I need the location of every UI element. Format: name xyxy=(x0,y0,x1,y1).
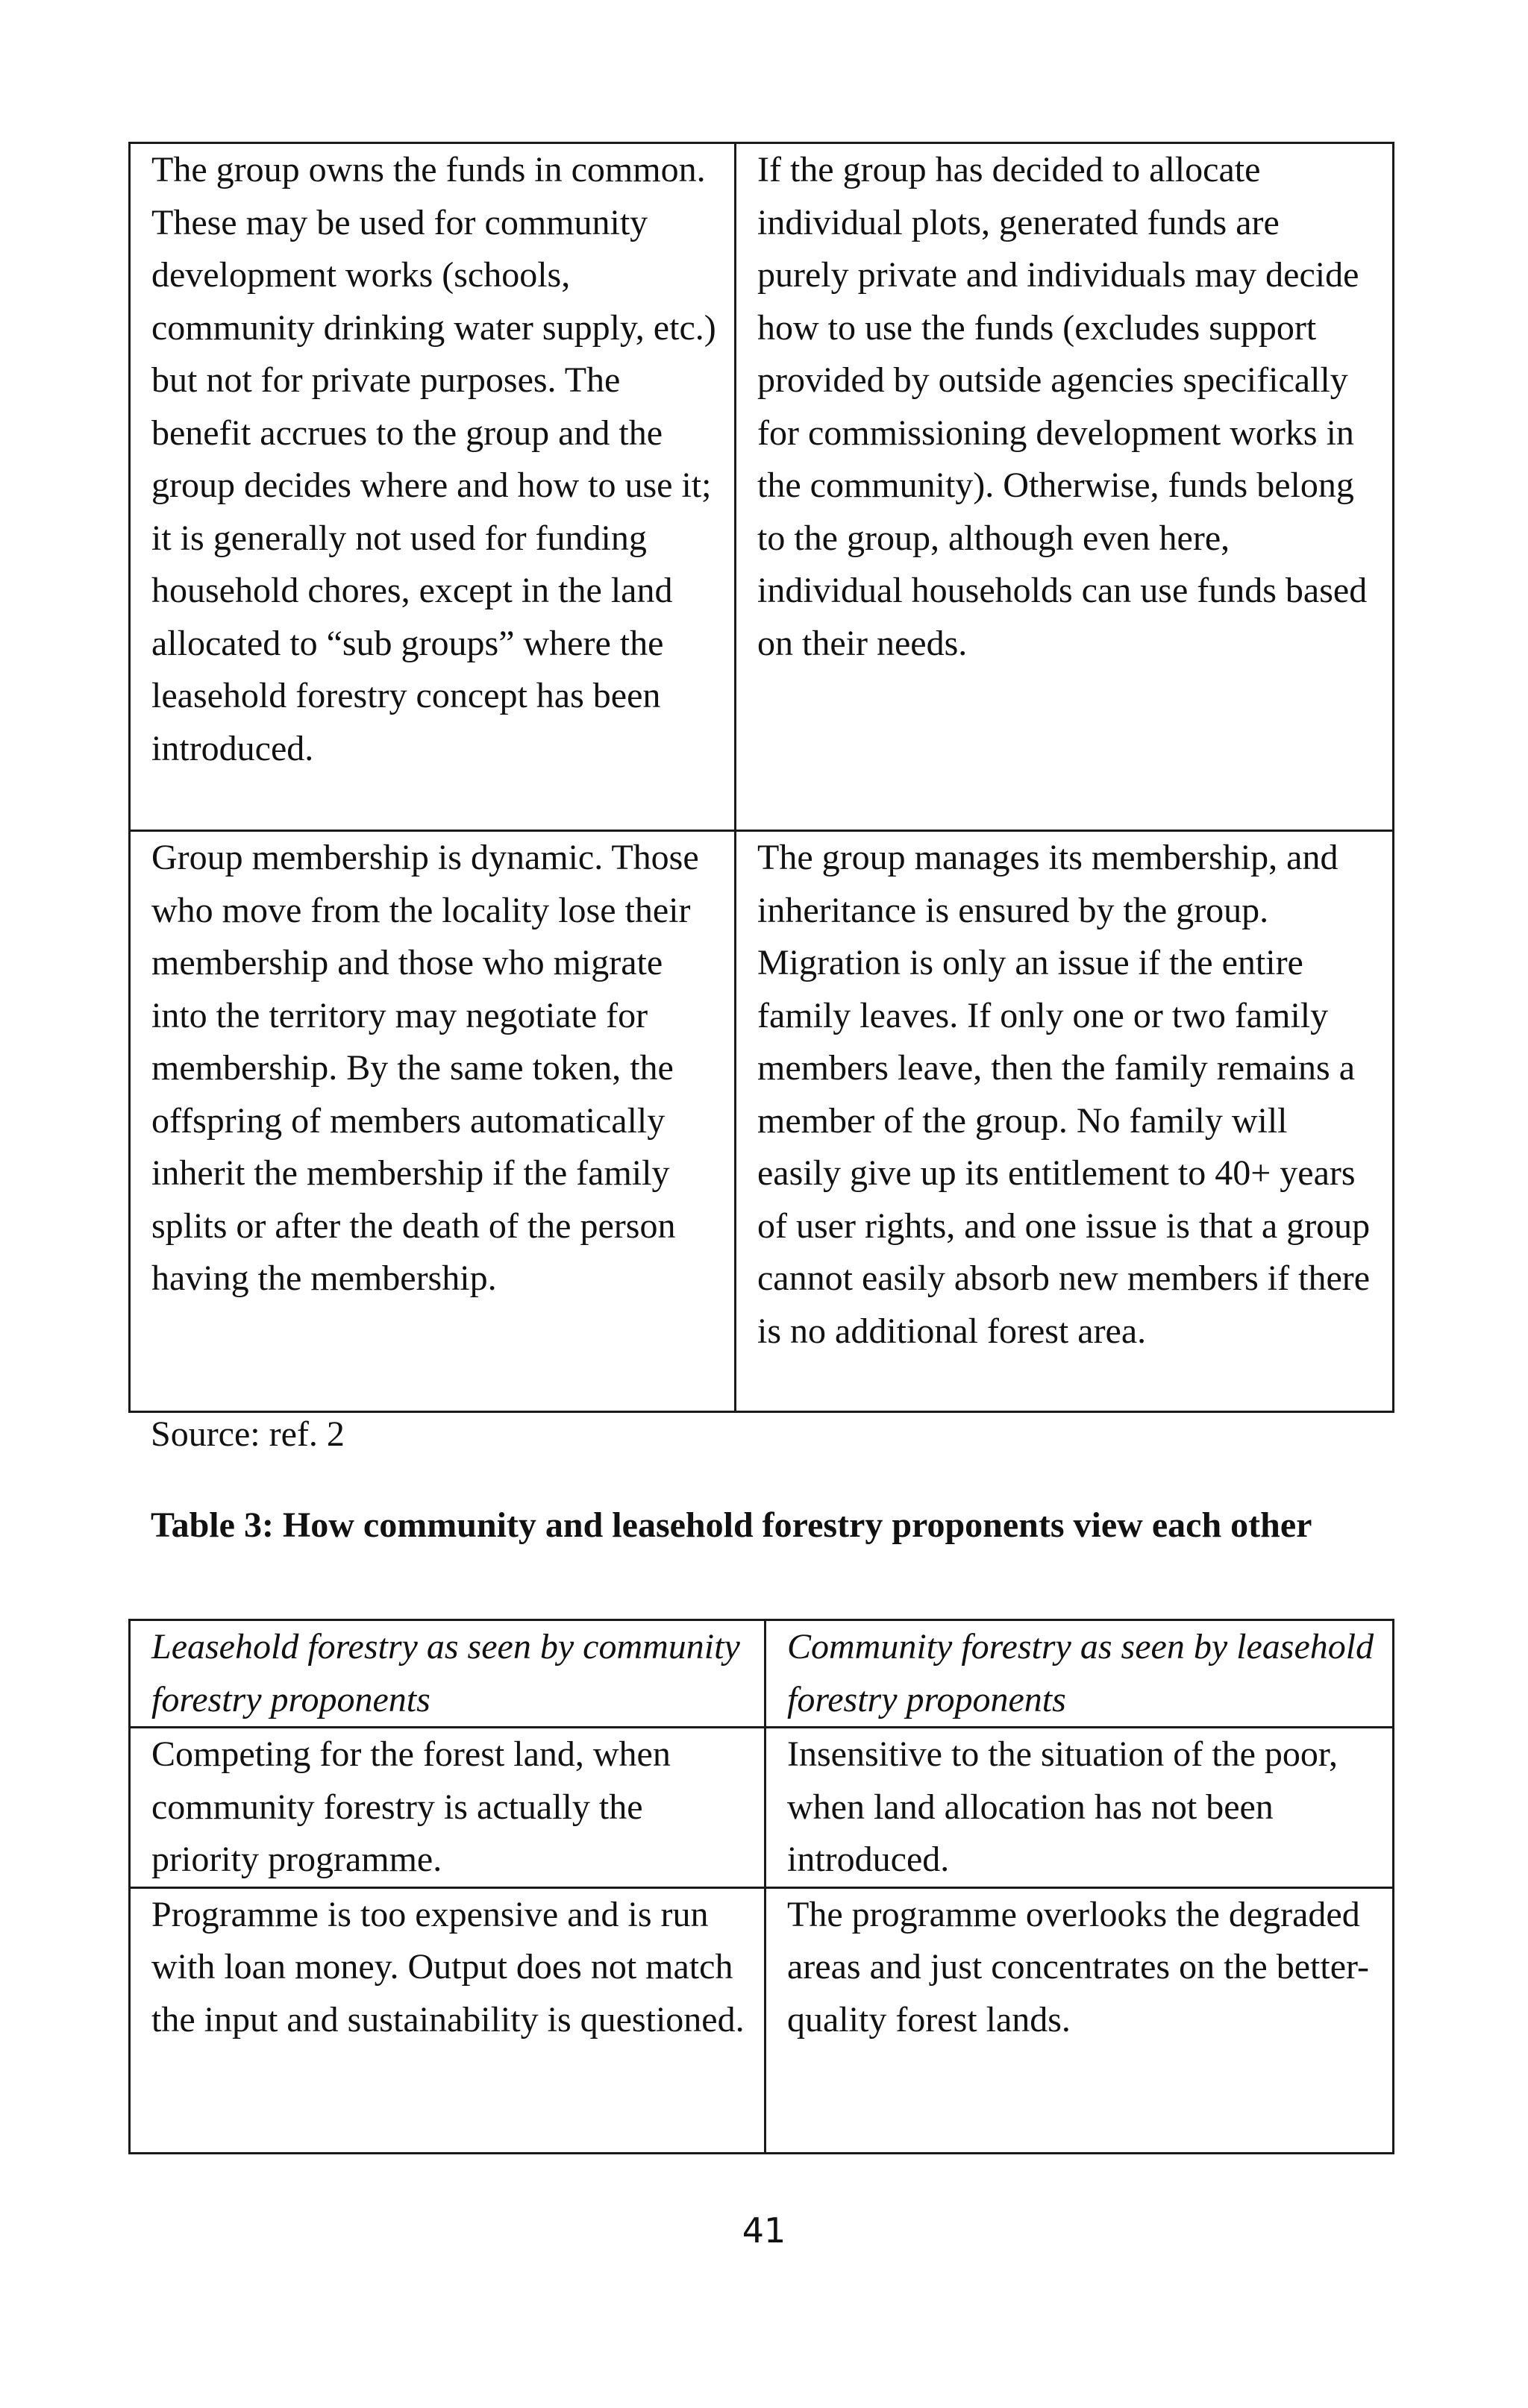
table-header-leasehold-view: Leasehold forestry as seen by community forestry proponents xyxy=(130,1620,765,1728)
table-cell-membership-community: Group membership is dynamic. Those who move from the locality lose their membership and those who migrate into the territory may negotiate for membership. By the same token, the offspring of members automatically inherit the membership if the family splits or after the death of the person having the membership. xyxy=(130,831,736,1412)
table-cell-insensitive: Insensitive to the situation of the poor, when land allocation has not been introduced. xyxy=(765,1728,1394,1888)
table-cell-expensive: Programme is too expensive and is run with loan money. Output does not match the input and sustainability is questioned. xyxy=(130,1887,765,2153)
table-cell-group-funds-leasehold: If the group has decided to allocate individual plots, generated funds are purely private and individuals may decide how to use the funds (excludes support provided by outside agencies specifically for commissioning development works in the community). Otherwise, funds belong to the group, although even here, individual households can use funds based on their needs. xyxy=(736,143,1394,831)
table-header-community-view: Community forestry as seen by leasehold forestry proponents xyxy=(765,1620,1394,1728)
table-header-row xyxy=(130,1620,1394,1728)
table-cell-competing: Competing for the forest land, when community forestry is actually the priority programme. xyxy=(130,1728,765,1888)
table-source-note: Source: ref. 2 xyxy=(151,1414,345,1454)
table-row xyxy=(130,831,1394,1412)
table-row xyxy=(130,1728,1394,1888)
table-row xyxy=(130,1887,1394,2153)
page-number: 41 xyxy=(742,2210,786,2251)
table-2-continued xyxy=(128,142,1394,1413)
table-cell-group-funds-community: The group owns the funds in common. These may be used for community development works (schools, community drinking water supply, etc.) but not for private purposes. The benefit accrues to the group and the group decides where and how to use it; it is generally not used for funding household chores, except in the land allocated to “sub groups” where the leasehold forestry concept has been introduced. xyxy=(130,143,736,831)
table-cell-overlooks: The programme overlooks the degraded areas and just concentrates on the better-quality forest lands. xyxy=(765,1887,1394,2153)
table-cell-membership-leasehold: The group manages its membership, and inheritance is ensured by the group. Migration is only an issue if the entire family leaves. If only one or two family members leave, then the family remains a member of the group. No family will easily give up its entitlement to 40+ years of user rights, and one issue is that a group cannot easily absorb new members if there is no additional forest area. xyxy=(736,831,1394,1412)
table-3 xyxy=(128,1619,1394,2154)
table-row xyxy=(130,143,1394,831)
table-3-caption: Table 3: How community and leasehold forestry proponents view each other xyxy=(151,1505,1312,1545)
